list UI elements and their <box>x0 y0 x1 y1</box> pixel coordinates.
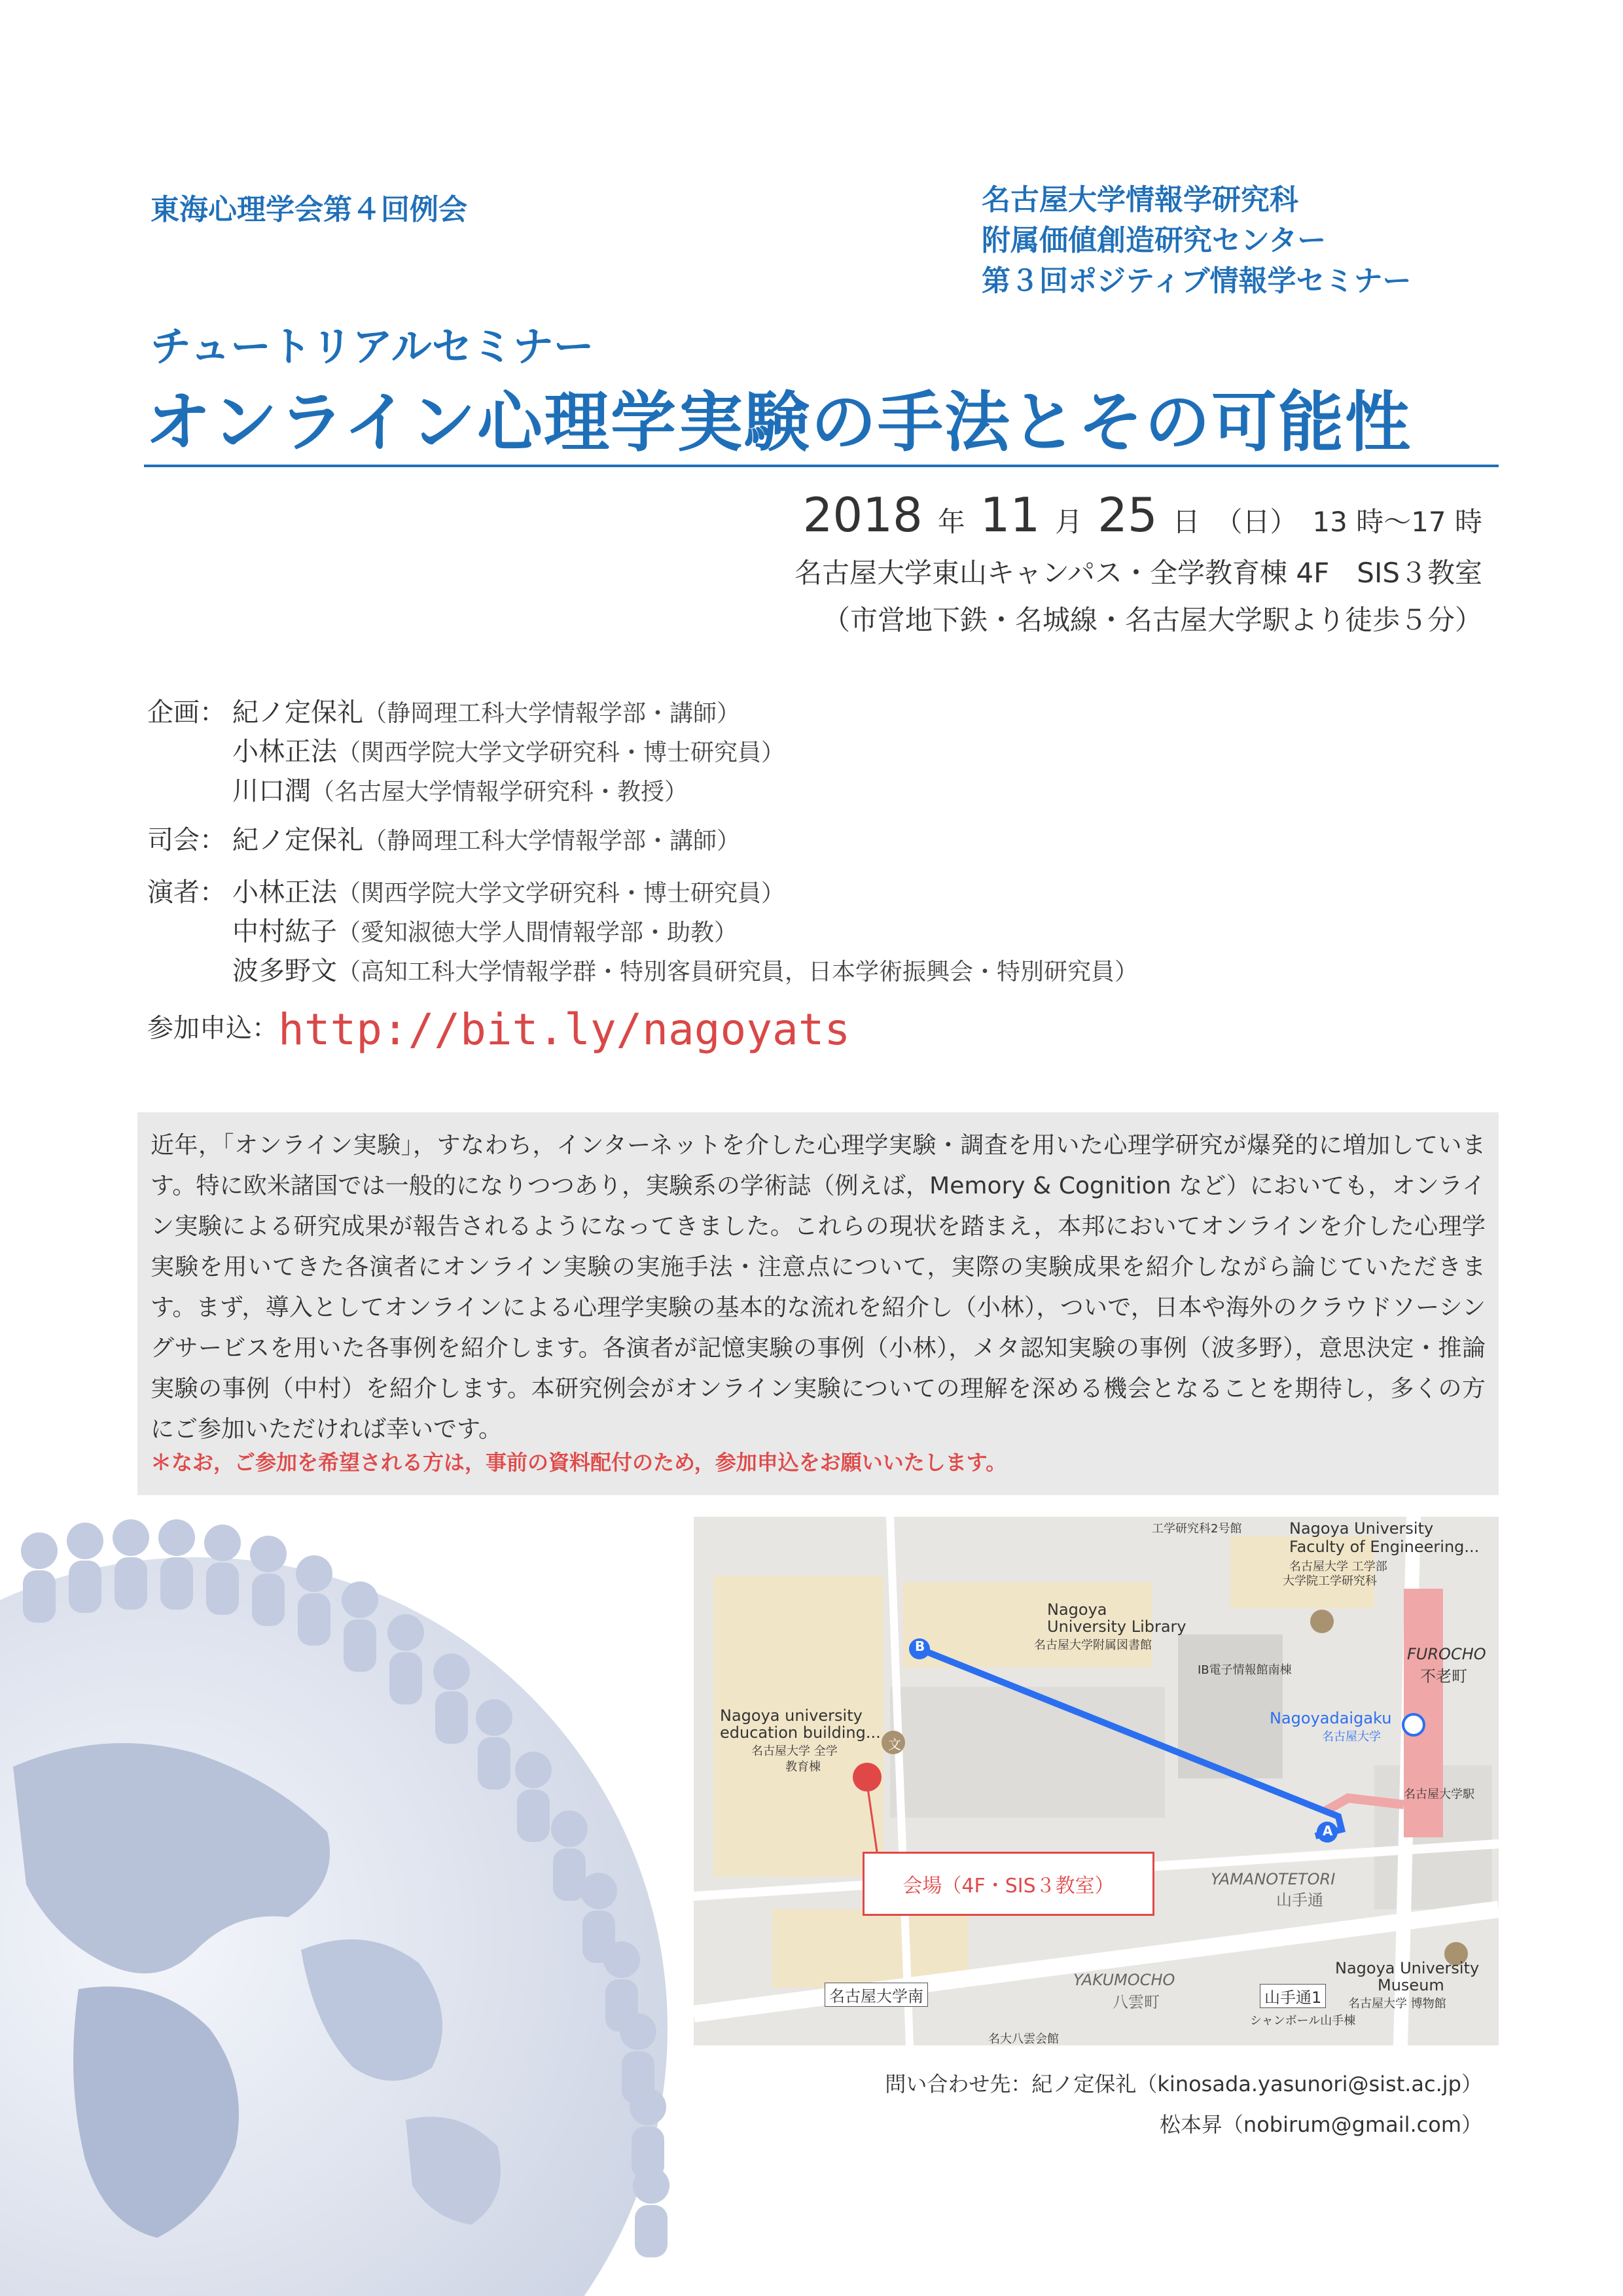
person-name: 小林正法 <box>232 737 337 767</box>
organizer-left: 東海心理学会第４回例会 <box>151 193 467 226</box>
map-label: 名古屋大学 全学 <box>751 1744 838 1758</box>
venue-access: （市営地下鉄・名城線・名古屋大学駅より徒歩５分） <box>822 604 1482 636</box>
apply-label: 参加申込： <box>147 1013 278 1044</box>
page-title: オンライン心理学実験の手法とその可能性 <box>145 384 1412 461</box>
school-icon <box>1310 1610 1334 1633</box>
bus-stop-label: 名古屋大学南 <box>825 1983 928 2007</box>
map-label: 名古屋大学 博物館 <box>1348 1997 1446 2011</box>
map-label: シャンボール山手棟 <box>1250 2014 1356 2028</box>
person-name: 中村紘子 <box>232 917 337 947</box>
apply-link[interactable]: http://bit.ly/nagoyats <box>278 1004 851 1055</box>
map-label: IB電子情報館南棟 <box>1198 1663 1292 1677</box>
map-label: Faculty of Engineering... <box>1289 1538 1480 1556</box>
venue-callout: 会場（4F・SIS３教室） <box>863 1852 1154 1916</box>
map-label: 名古屋大学 <box>1322 1730 1381 1744</box>
map-label: 名大八雲会館 <box>988 2032 1059 2045</box>
date-day-unit: 日 <box>1172 506 1200 538</box>
date-day: 25 <box>1097 487 1158 542</box>
organizer-right <box>982 180 1411 302</box>
map-label: 教育棟 <box>785 1760 821 1774</box>
speakers-section <box>147 874 1138 991</box>
role-label: 企画： <box>147 698 226 728</box>
person-affiliation: （静岡理工科大学情報学部・講師） <box>363 828 741 855</box>
person-affiliation: （静岡理工科大学情報学部・講師） <box>363 700 741 727</box>
person-name: 小林正法 <box>232 877 337 908</box>
person-name: 川口潤 <box>232 776 311 806</box>
role-label: 司会： <box>147 825 226 855</box>
map-label: 名古屋大学 工学部 <box>1289 1560 1387 1574</box>
map-label: YAMANOTETORI <box>1211 1870 1336 1888</box>
marker-a-label: A <box>1323 1823 1333 1839</box>
contact-secondary: 松本昇（nobirum@gmail.com） <box>1159 2112 1482 2137</box>
person-affiliation: （関西学院大学文学研究科・博士研究員） <box>337 880 785 907</box>
planning-section <box>147 694 785 811</box>
map-label: education building... <box>720 1723 881 1742</box>
person-name: 紀ノ定保礼 <box>232 825 363 855</box>
person-affiliation: （名古屋大学情報学研究科・教授） <box>311 779 688 805</box>
marker-b-label: B <box>915 1638 925 1654</box>
person-name: 波多野文 <box>232 956 337 986</box>
subtitle: チュートリアルセミナー <box>151 323 594 370</box>
apply-section <box>147 1004 850 1055</box>
map-label: 工学研究科2号館 <box>1152 1522 1242 1536</box>
map-label: 大学院工学研究科 <box>1283 1574 1377 1588</box>
subway-station-icon <box>1403 1714 1424 1735</box>
bus-stop-label: 山手通1 <box>1260 1984 1326 2008</box>
map-label: Nagoyadaigaku <box>1270 1709 1392 1727</box>
map-label: Nagoya University <box>1289 1519 1434 1538</box>
organizer-right-line: 第３回ポジティブ情報学セミナー <box>982 264 1412 298</box>
map-label: 名古屋大学駅 <box>1404 1788 1474 1801</box>
map-label: FUROCHO <box>1407 1645 1486 1663</box>
date-weekday: （日） <box>1215 506 1298 538</box>
map-label: Nagoya university <box>720 1706 863 1725</box>
contact-primary: 問い合わせ先：紀ノ定保礼（kinosada.yasunori@sist.ac.jp） <box>885 2072 1482 2096</box>
map-label: Museum <box>1378 1976 1444 1994</box>
chair-section <box>147 821 740 860</box>
event-date <box>803 487 1482 542</box>
map-label: 山手通 <box>1276 1891 1323 1909</box>
role-label: 演者： <box>147 877 226 908</box>
globe-illustration <box>0 1492 707 2296</box>
venue-info <box>794 550 1482 644</box>
registration-note: ＊なお，ご参加を希望される方は，事前の資料配付のため，参加申込をお願いいたします。 <box>151 1450 1007 1475</box>
organizer-right-line: 附属価値創造研究センター <box>982 224 1327 257</box>
date-month: 11 <box>980 487 1041 542</box>
person-affiliation: （関西学院大学文学研究科・博士研究員） <box>337 739 785 766</box>
map-label: University Library <box>1047 1617 1186 1636</box>
person-name: 紀ノ定保礼 <box>232 698 363 728</box>
map-label: 八雲町 <box>1113 1993 1160 2011</box>
school-icon-label: 文 <box>888 1737 901 1752</box>
date-time: 13 時〜17 時 <box>1312 506 1482 538</box>
venue-map[interactable] <box>694 1517 1499 2045</box>
map-label: YAKUMOCHO <box>1073 1971 1175 1989</box>
title-underline <box>144 465 1499 467</box>
map-label: Nagoya <box>1047 1600 1107 1619</box>
organizer-right-line: 名古屋大学情報学研究科 <box>982 183 1298 217</box>
date-year: 2018 <box>802 487 923 542</box>
venue-marker-icon[interactable] <box>853 1763 882 1792</box>
description-text: 近年，「オンライン実験」，すなわち，インターネットを介した心理学実験・調査を用いた心理学研究が爆発的に増加しています。特に欧米諸国では一般的になりつつあり，実験系の学術誌（例えば，Memory & Cognition など）においても，オンライン実験による研究成果が報告されるようになってきました。これらの現状を踏まえ，本邦においてオンラインを介した心理学実験を用いてきた各演者にオンライン実験の実施手法・注意点について，実際の実験成果を紹介しながら論じていただきます。まず，導入としてオンラインによる心理学実験の基本的な流れを紹介し（小林），ついで，日本や海外のクラウドソーシングサービスを用いた各事例を紹介します。各演者が記憶実験の事例（小林），メタ認知実験の事例（波多野），意思決定・推論実験の事例（中村）を紹介します。本研究例会がオンライン実験についての理解を深める機会となることを期待し，多くの方にご参加いただければ幸いです。 <box>151 1132 1486 1443</box>
person-affiliation: （高知工科大学情報学群・特別客員研究員，日本学術振興会・特別研究員） <box>337 959 1139 985</box>
map-label: Nagoya University <box>1335 1959 1480 1977</box>
map-label: 不老町 <box>1420 1667 1467 1686</box>
person-affiliation: （愛知淑徳大学人間情報学部・助教） <box>337 919 738 946</box>
map-label: 名古屋大学附属図書館 <box>1034 1638 1152 1652</box>
date-month-unit: 月 <box>1055 506 1083 538</box>
venue-line: 名古屋大学東山キャンパス・全学教育棟 4F SIS３教室 <box>794 557 1482 589</box>
date-year-unit: 年 <box>937 506 965 538</box>
